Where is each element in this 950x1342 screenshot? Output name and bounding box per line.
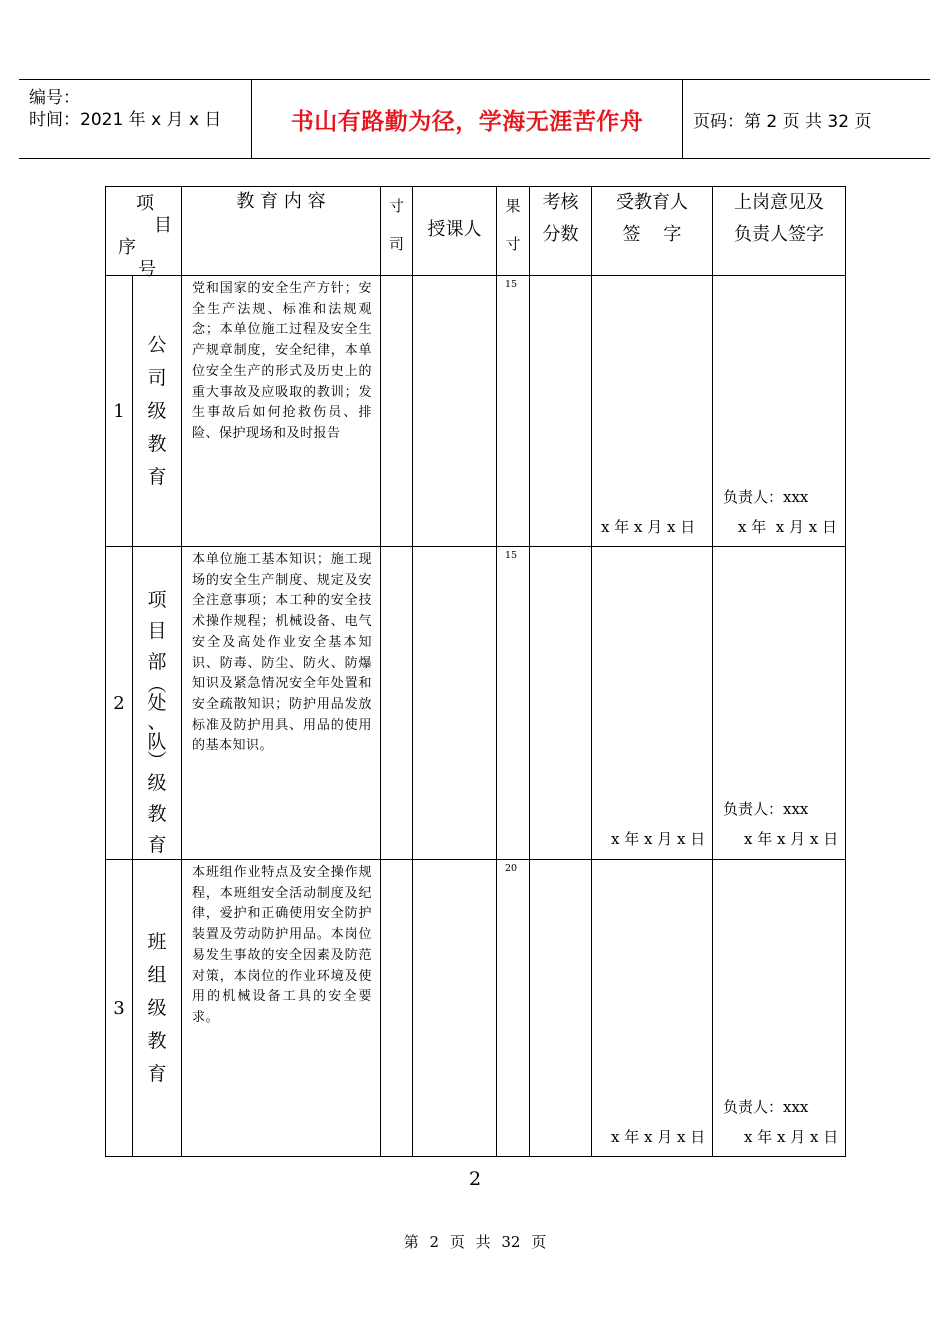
header-page-cell bbox=[683, 80, 930, 158]
row-hours: 15 bbox=[497, 276, 530, 547]
header-opinion: 上岗意见及 负责人签字 bbox=[713, 187, 846, 276]
row-hours: 15 bbox=[497, 547, 530, 860]
page-number: 2 bbox=[468, 1168, 482, 1190]
trainee-date: x 年 x 月 x 日 bbox=[611, 1128, 706, 1146]
education-table bbox=[105, 186, 846, 1157]
page-info: 页码：第 2 页 共 32 页 bbox=[693, 111, 872, 132]
responsible-signature: 负责人：xxx bbox=[723, 488, 809, 506]
responsible-date: x 年 x 月 x 日 bbox=[744, 830, 839, 848]
row-number: 1 bbox=[106, 276, 133, 547]
header-teacher: 授课人 bbox=[413, 187, 497, 276]
responsible-date: x 年 x 月 x 日 bbox=[738, 518, 837, 536]
header-seq: 项 目 序 号 bbox=[106, 187, 182, 276]
row-number: 2 bbox=[106, 547, 133, 860]
row-time-cell bbox=[381, 276, 413, 547]
row-hours: 20 bbox=[497, 860, 530, 1157]
row-trainee-signature bbox=[592, 547, 713, 860]
row-trainee-signature bbox=[592, 860, 713, 1157]
page-footer: 第 2 页 共 32 页 bbox=[403, 1233, 547, 1251]
trainee-date: x 年 x 月 x 日 bbox=[601, 518, 696, 536]
row-teacher-cell bbox=[413, 547, 497, 860]
row-time-cell bbox=[381, 547, 413, 860]
header-motto-cell bbox=[252, 80, 683, 158]
header-score: 考核 分数 bbox=[530, 187, 592, 276]
responsible-signature: 负责人：xxx bbox=[723, 800, 809, 818]
row-opinion bbox=[713, 276, 846, 547]
table-header-row bbox=[106, 187, 846, 276]
document-header bbox=[19, 79, 930, 159]
row-score-cell bbox=[530, 860, 592, 1157]
row-teacher-cell bbox=[413, 860, 497, 1157]
row-content: 本单位施工基本知识；施工现场的安全生产制度、规定及安全注意事项；本工种的安全技术操作规程；机械设备、电气安全及高处作业安全基本知识、防毒、防尘、防火、防爆知识及紧急情况安全年处置和安全疏散知识；防护用品发放标准及防护用具、用品的使用的基本知识。 bbox=[182, 547, 381, 860]
row-time-cell bbox=[381, 860, 413, 1157]
row-opinion bbox=[713, 860, 846, 1157]
motto: 书山有路勤为径，学海无涯苦作舟 bbox=[290, 108, 644, 135]
header-time: 寸 司 bbox=[381, 187, 413, 276]
row-number: 3 bbox=[106, 860, 133, 1157]
row-level: 项 目 部 ︵ 处 、 队 ︶ 级 教 育 bbox=[133, 547, 182, 860]
row-score-cell bbox=[530, 547, 592, 860]
header-meta-cell bbox=[19, 80, 252, 158]
row-opinion bbox=[713, 547, 846, 860]
trainee-date: x 年 x 月 x 日 bbox=[611, 830, 706, 848]
responsible-signature: 负责人：xxx bbox=[723, 1098, 809, 1116]
row-level: 公 司 级 教 育 bbox=[133, 276, 182, 547]
header-trainee-signature: 受教育人 签 字 bbox=[592, 187, 713, 276]
row-score-cell bbox=[530, 276, 592, 547]
header-hours: 果 寸 bbox=[497, 187, 530, 276]
row-level: 班 组 级 教 育 bbox=[133, 860, 182, 1157]
header-content: 教 育 内 容 bbox=[182, 187, 381, 276]
table-row bbox=[106, 860, 846, 1157]
row-trainee-signature bbox=[592, 276, 713, 547]
row-teacher-cell bbox=[413, 276, 497, 547]
time-label: 时间：2021 年 x 月 x 日 bbox=[29, 110, 222, 130]
table-row bbox=[106, 276, 846, 547]
row-content: 本班组作业特点及安全操作规程，本班组安全活动制度及纪律，爱护和正确使用安全防护装置及劳动防护用品。本岗位易发生事故的安全因素及防范对策，本岗位的作业环境及使用的机械设备工具的安全要求。 bbox=[182, 860, 381, 1157]
row-content: 党和国家的安全生产方针；安全生产法规、标准和法规观念；本单位施工过程及安全生产规章制度，安全纪律，本单位安全生产的形式及历史上的重大事故及应吸取的教训；发生事故后如何抢救伤员、排险、保护现场和及时报告 bbox=[182, 276, 381, 547]
doc-number-label: 编号： bbox=[29, 88, 80, 108]
responsible-date: x 年 x 月 x 日 bbox=[744, 1128, 839, 1146]
table-row bbox=[106, 547, 846, 860]
